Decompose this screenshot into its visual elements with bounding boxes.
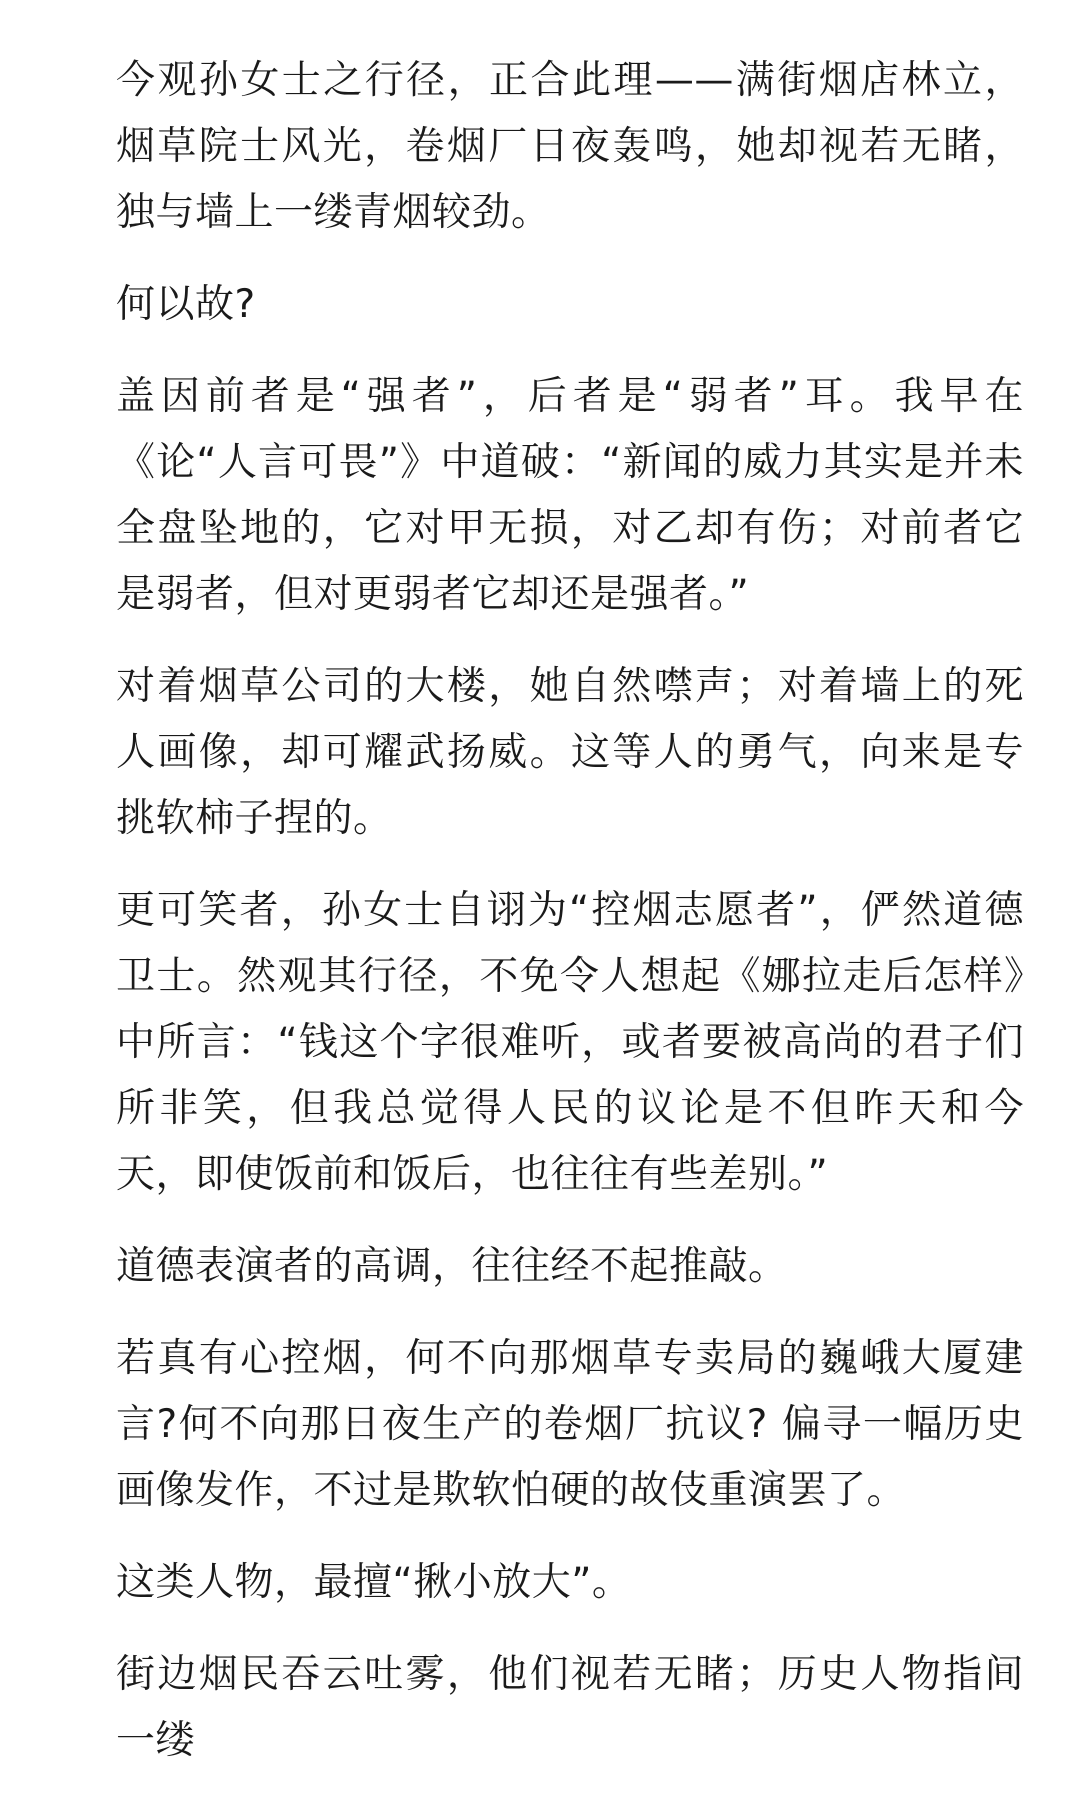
paragraph: 今观孙女士之行径，正合此理——满街烟店林立，烟草院士风光，卷烟厂日夜轰鸣，她却视若无睹，独与墙上一缕青烟较劲。 xyxy=(116,58,1024,235)
paragraph: 街边烟民吞云吐雾，他们视若无睹；历史人物指间一缕 xyxy=(116,1652,1024,1763)
paragraph: 若真有心控烟，何不向那烟草专卖局的巍峨大厦建言?何不向那日夜生产的卷烟厂抗议? 偏寻一幅历史画像发作，不过是欺软怕硬的故伎重演罢了。 xyxy=(116,1336,1024,1513)
article-body xyxy=(116,48,1024,1800)
paragraph: 道德表演者的高调，往往经不起推敲。 xyxy=(116,1244,788,1289)
paragraph: 更可笑者，孙女士自诩为“控烟志愿者”，俨然道德卫士。然观其行径，不免令人想起《娜拉走后怎样》中所言：“钱这个字很难听，或者要被高尚的君子们所非笑，但我总觉得人民的议论是不但昨天和今天，即使饭前和饭后，也往往有些差别。” xyxy=(116,888,1024,1197)
paragraph: 这类人物，最擅“揪小放大”。 xyxy=(116,1560,632,1605)
paragraph: 对着烟草公司的大楼，她自然噤声；对着墙上的死人画像，却可耀武扬威。这等人的勇气，向来是专挑软柿子捏的。 xyxy=(116,664,1024,841)
paragraph: 盖因前者是“强者”，后者是“弱者”耳。我早在《论“人言可畏”》中道破：“新闻的威力其实是并未全盘坠地的，它对甲无损，对乙却有伤；对前者它是弱者，但对更弱者它却还是强者。” xyxy=(116,374,1024,617)
paragraph: 何以故? xyxy=(116,282,256,327)
